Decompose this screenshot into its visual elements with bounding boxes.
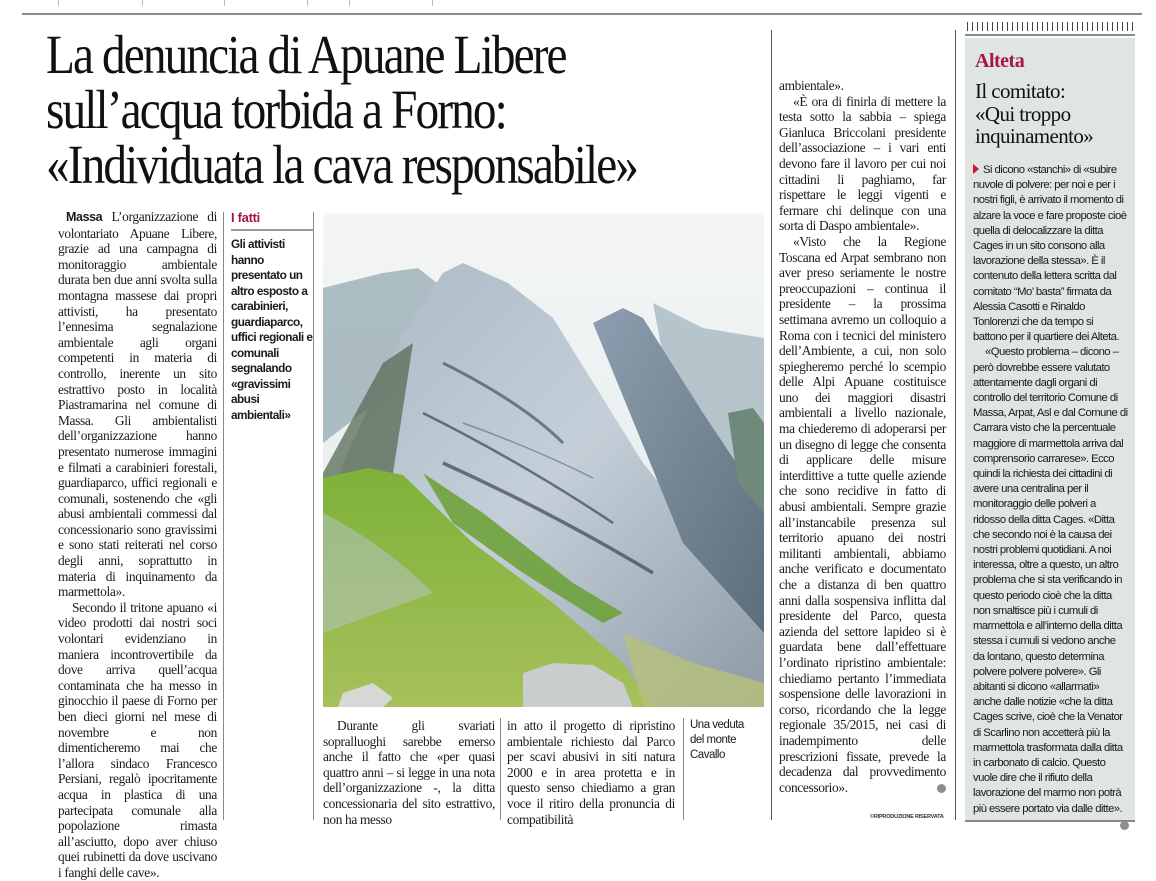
paragraph: «È ora di finirla di mettere la testa sotto la sabbia – spiega Gianluca Briccolani presidente dell’associazione – i vari enti devono fare il lavoro per cui noi cittadini li paghiamo, far rispettare le leggi vigenti e fermare chi delinque con una sorta di Daspo ambientale».	[779, 93, 946, 234]
article-column-5	[779, 78, 946, 795]
headline-line-2: sull’acqua torbida a Forno:	[46, 79, 506, 140]
facts-title: I fatti	[231, 210, 260, 225]
sidebar-title	[975, 80, 1135, 148]
column-divider	[683, 718, 684, 820]
paragraph	[973, 345, 1129, 816]
facts-body: Gli attivisti hanno presentato un altro esposto a carabinieri, guardiaparco, uffici regionali e comunali segnalando «gravissimi abusi ambientali»	[231, 237, 313, 422]
facts-rule	[231, 229, 313, 231]
bullet-triangle-icon	[973, 164, 979, 174]
article-column-3	[323, 718, 495, 827]
sidebar-kicker: Alteta	[975, 50, 1025, 72]
column-divider	[500, 718, 501, 820]
sidebar-top-rule	[965, 34, 1135, 36]
top-rule	[22, 13, 1142, 15]
sidebar-tick-rule	[967, 22, 1133, 31]
paragraph: Durante gli svariati sopralluoghi sarebbe emerso anche il fatto che «per quasi quattro anni – si legge in una nota dell’organizzazione -, la ditta concessionaria del sito estrattivo, non ha messo	[323, 718, 495, 827]
paragraph	[973, 163, 1129, 345]
end-mark-icon	[937, 784, 946, 793]
headline-line-1: La denuncia di Apuane Libere	[46, 24, 566, 85]
top-tick	[224, 0, 225, 6]
mountain-photo	[323, 213, 764, 707]
top-tick	[432, 0, 433, 6]
sidebar-title-line: «Qui troppo	[975, 101, 1071, 126]
top-tick	[349, 0, 350, 6]
sidebar-body	[973, 163, 1129, 830]
paragraph	[779, 234, 946, 795]
column-divider	[223, 212, 224, 820]
mountain-photo-illustration	[323, 213, 764, 707]
copyright-notice: ©RIPRODUZIONE RISERVATA	[870, 814, 944, 820]
top-tick	[307, 0, 308, 6]
sidebar-box	[965, 38, 1135, 820]
paragraph-text: L’organizzazione di volontariato Apuane Libere, grazie ad una campagna di monitoraggio ambientale durata ben due anni svolta sulla montagna massese dai propri attivisti, ha presentato l’ennesima segnalazione ambientale agli organi competenti in materia di controllo, inerente un sito estrattivo posto in località Piastramarina nel comune di Massa. Gli ambientalisti dell’organizzazione hanno presentato numerose immagini e filmati a carabinieri forestali, guardiaparco, uffici regionali e comunali, sostenendo che «gli abusi ambientali commessi dal concessionario sono gravissimi e sono stati reiterati nel corso degli anni, soprattutto in materia di inquinamento da marmettola».	[58, 209, 217, 600]
sidebar-bottom-rule	[965, 820, 1135, 822]
top-tick	[142, 0, 143, 6]
sidebar-title-line: inquinamento»	[975, 124, 1094, 148]
paragraph	[58, 209, 217, 600]
paragraph: Secondo il tritone apuano «i video prodotti dai nostri soci volontari evidenziano in maniera incontrovertibile da dove arriva quell’acqua contaminata che ha messo in ginocchio il paese di Forno per ben dieci giorni nel mese di novembre e non dimenticheremo mai che l’allora sindaco Francesco Persiani, regalò ipocritamente acqua in plastica di una partecipata comunale alla popolazione rimasta all’asciutto, dopo aver chiuso quei rubinetti da dove uscivano i fanghi delle cave».	[58, 599, 217, 880]
paragraph-text: «Questo problema – dicono – però dovrebbe essere valutato attentamente dagli organi di controllo del territorio Comune di Massa, Arpat, Asl e dal Comune di Carrara visto che la percentuale maggiore di marmettola arriva dal comprensorio carrarese». Ecco quindi la richiesta dei cittadini di avere una centralina per il monitoraggio delle polveri a ridosso della ditta Cages. «Ditta che secondo noi è la causa dei nostri problemi quotidiani. A noi interessa, oltre a questo, un altro problema che si sta verificando in questo periodo cioè che la ditta non smaltisce più i cumuli di marmettola e all’interno della ditta stessa i cumuli si vedono anche da lontano, questo determina polvere polvere polvere». Gli abitanti si dicono «allarmati» anche dalle notizie «che la ditta Cages scrive, cioè che la Venator di Scarlino non accetterà più la marmettola trasformata dalla ditta in carbonato di calcio. Questo vuole dire che il rifiuto della lavorazione del marmo non potrà più essere portato via dalle ditte».	[973, 346, 1128, 815]
article-column-4	[507, 718, 675, 827]
sidebar-title-line: Il comitato:	[975, 79, 1066, 103]
column-divider	[313, 212, 314, 820]
facts-box	[231, 210, 313, 423]
paragraph: ambientale».	[779, 78, 844, 93]
article-column-1	[58, 209, 217, 881]
column-divider	[771, 30, 772, 820]
column-divider	[955, 30, 956, 820]
paragraph-text: Si dicono «stanchi» di «subire nuvole di polvere: per noi e per i nostri figli, è arrivato il momento di alzare la voce e fare proposte cioè quella di delocalizzare la ditta Cages in un sito consono alla lavorazione della stessa». È il contenuto della lettera scritta dal comitato “Mo’ basta” firmata da Alessia Casotti e Rinaldo Tonlorenzi che da tempo si battono per il quartiere dei Alteta.	[973, 164, 1127, 344]
top-tick	[58, 0, 59, 6]
end-mark-icon	[1120, 821, 1129, 830]
photo-caption: Una veduta del monte Cavallo	[690, 719, 744, 761]
paragraph: in atto il progetto di ripristino ambientale richiesto dal Parco per scavi abusivi in siti natura 2000 e in area protetta e in questo senso chiediamo a gran voce il ritiro della pronuncia di compatibilità	[507, 718, 675, 827]
headline-line-3: «Individuata la cava responsabile»	[46, 134, 638, 195]
article-headline	[46, 24, 665, 195]
paragraph-text: «Visto che la Regione Toscana ed Arpat sembrano non aver preso seriamente le nostre preoccupazioni – continua il presidente – la prossima settimana avremo un colloquio a Roma con i tecnici del ministero dell’Ambiente, a cui, non solo spiegheremo perché lo scempio delle Alpi Apuane costituisce uno dei maggiori disastri ambientali a livello nazionale, ma chiederemo di adoperarsi per un disegno di legge che consenta di applicare delle misure interdittive a tutte quelle aziende che sono recidive in fatto di abusi ambientali. Sempre grazie all’instancabile presenza sul territorio apuano dei nostri militanti ambientali, abbiamo anche verificato e documentato che a distanza di ben quattro anni dalla sospensiva inflitta dal presidente del Parco, questa azienda del settore lapideo si è guardata bene dall’effettuare l’ordinato ripristino ambientale: chiediamo pertanto l’immediata sospensione delle lavorazioni in corso, ricordando che la legge regionale 35/2015, nei casi di inadempimento delle prescrizioni fissate, prevede la decadenza dal provvedimento concessorio».	[779, 233, 946, 795]
dateline: Massa	[66, 210, 103, 224]
